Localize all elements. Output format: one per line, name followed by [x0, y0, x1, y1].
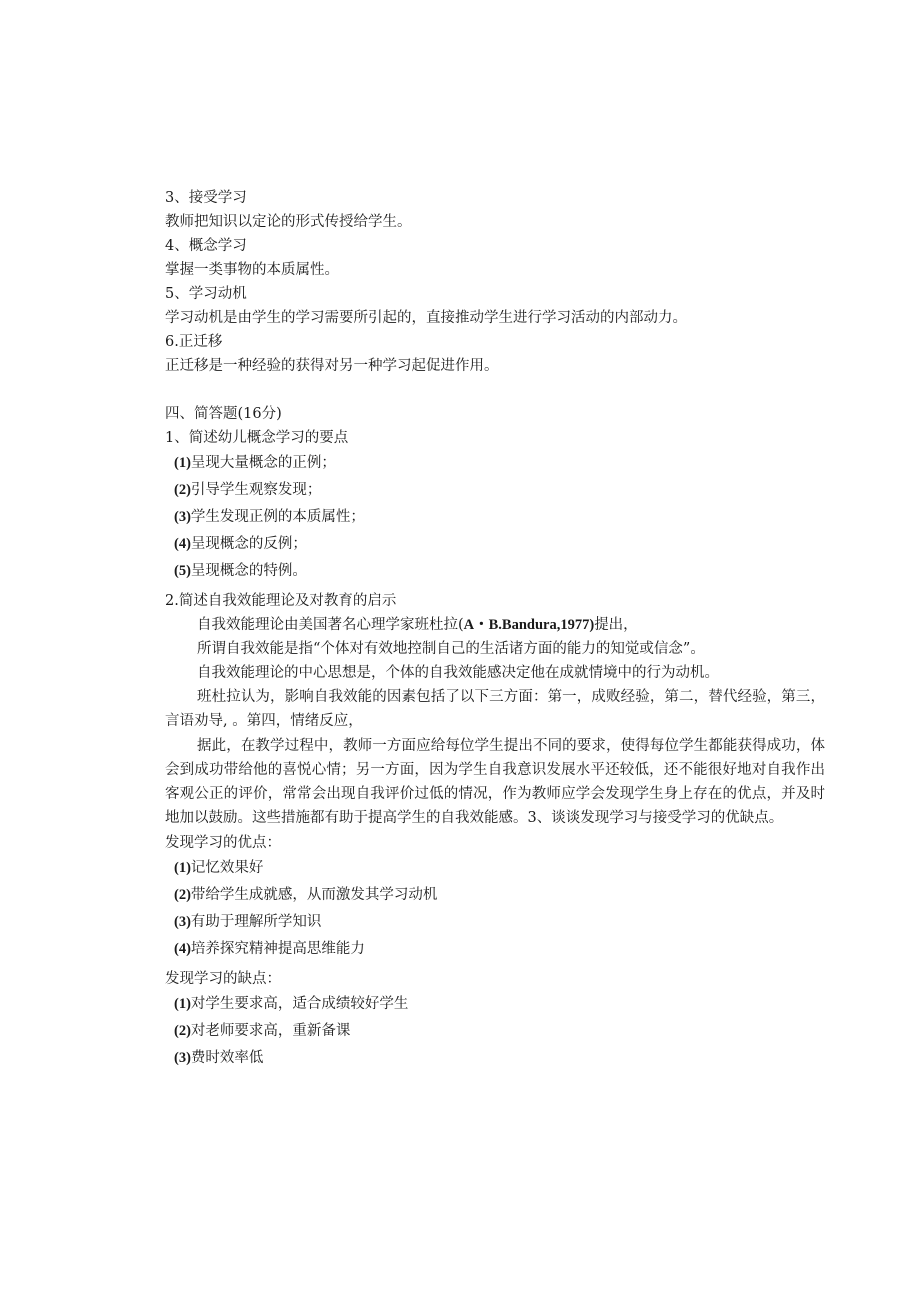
question-1-list [165, 450, 825, 585]
section-heading: 四、简答题(16分) [165, 406, 282, 422]
list-item: (3)费时效率低 [174, 1049, 264, 1066]
list-item: (1)呈现大量概念的正例； [174, 455, 336, 471]
advantages-title: 发现学习的优点： [165, 834, 281, 851]
document-page [165, 186, 825, 1072]
advantages-list [165, 855, 825, 963]
question-2-title: 2.简述自我效能理论及对教育的启示 [165, 593, 397, 609]
paragraph-4: 班杜拉认为，影响自我效能的因素包括了以下三方面：第一，成败经验，第二，替代经验，第三，言语劝导, 。第四，情绪反应， [165, 689, 825, 730]
term-body-4: 掌握一类事物的本质属性。 [165, 262, 339, 278]
paragraph-3: 自我效能理论的中心思想是，个体的自我效能感决定他在成就情境中的行为动机。 [197, 665, 719, 681]
question-1-title: 1、简述幼儿概念学习的要点 [165, 430, 349, 446]
paragraph-5: 据此，在教学过程中，教师一方面应给每位学生提出不同的要求，使得每位学生都能获得成功，体会到成功带给他的喜悦心情；另一方面，因为学生自我意识发展水平还较低，还不能很好地对自我作出客观公正的评价，常常会出现自我评价过低的情况，作为教师应学会发现学生身上存在的优点，并及时地加以鼓励。这些措施都有助于提高学生的自我效能感。3、谈谈发现学习与接受学习的优缺点。 [165, 737, 825, 827]
term-title-3: 3、接受学习 [165, 190, 247, 206]
list-item: (1)对学生要求高，适合成绩较好学生 [174, 995, 409, 1012]
term-title-5: 5、学习动机 [165, 286, 247, 302]
list-item: (2)引导学生观察发现； [174, 482, 322, 498]
paragraph-2: 所谓自我效能是指“个体对有效地控制自己的生活诸方面的能力的知觉或信念”。 [197, 641, 705, 657]
list-item: (1)记忆效果好 [174, 859, 264, 876]
list-item: (4)培养探究精神提高思维能力 [174, 940, 365, 957]
list-item: (2)带给学生成就感，从而激发其学习动机 [174, 886, 438, 903]
disadvantages-title: 发现学习的缺点： [165, 970, 281, 987]
term-body-6: 正迁移是一种经验的获得对另一种学习起促进作用。 [165, 358, 499, 374]
list-item: (4)呈现概念的反例； [174, 536, 307, 552]
term-body-3: 教师把知识以定论的形式传授给学生。 [165, 214, 412, 230]
paragraph-1: 自我效能理论由美国著名心理学家班杜拉(A・B.Bandura,1977)提出， [197, 617, 638, 633]
disadvantages-list [165, 991, 825, 1072]
list-item: (3)有助于理解所学知识 [174, 913, 322, 930]
term-body-5: 学习动机是由学生的学习需要所引起的，直接推动学生进行学习活动的内部动力。 [165, 310, 687, 326]
term-title-6: 6.正迁移 [165, 334, 223, 350]
term-title-4: 4、概念学习 [165, 238, 247, 254]
list-item: (3)学生发现正例的本质属性； [174, 509, 365, 525]
list-item: (5)呈现概念的特例。 [174, 563, 307, 579]
list-item: (2)对老师要求高，重新备课 [174, 1022, 351, 1039]
